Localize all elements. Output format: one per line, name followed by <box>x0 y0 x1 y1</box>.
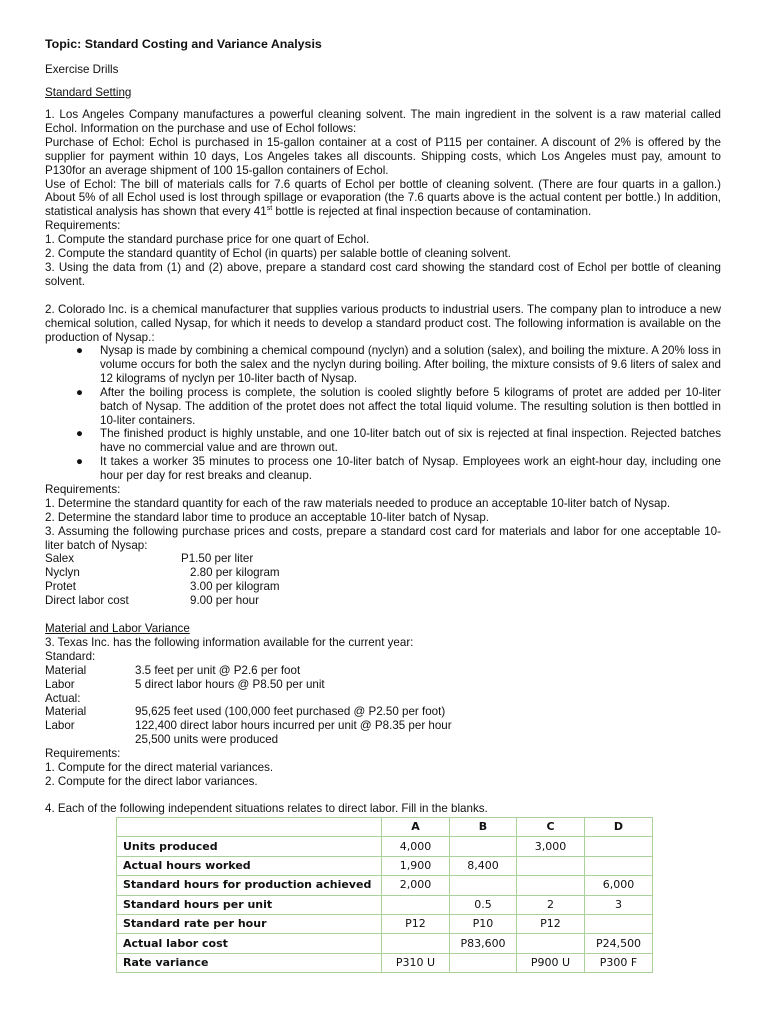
table-cell: P24,500 <box>585 934 653 953</box>
direct-labor-table <box>116 817 653 973</box>
table-row <box>117 856 653 875</box>
price-value: 9.00 per hour <box>190 593 259 607</box>
actual-row <box>45 705 721 719</box>
actual-item: Material <box>45 705 87 719</box>
requirement-item: 2. Compute for the direct labor variances. <box>45 774 258 788</box>
row-label: Rate variance <box>117 953 382 972</box>
subtitle: Exercise Drills <box>45 63 119 76</box>
requirements-label: Requirements: <box>45 747 121 761</box>
bullet-item <box>45 455 721 483</box>
price-row <box>45 594 445 608</box>
requirement-item: 2. Compute the standard quantity of Echol (in quarts) per salable bottle of cleaning solvent. <box>45 247 511 261</box>
table-cell: P83,600 <box>450 934 517 953</box>
table-row <box>117 837 653 856</box>
requirement-row <box>45 761 721 775</box>
problem-2-intro: 2. Colorado Inc. is a chemical manufacturer that supplies various products to industrial users. The company plan to introduce a new chemical solution, called Nysap, for which it needs to develop a standard product cost. The following information is available on the production of Nysap.: <box>45 303 721 344</box>
table-cell <box>517 856 585 875</box>
actual-value: 95,625 feet used (100,000 feet purchased @ P2.50 per foot) <box>135 705 446 719</box>
price-value: 3.00 per kilogram <box>190 579 280 593</box>
table-cell: P300 F <box>585 953 653 972</box>
requirements-label: Requirements: <box>45 219 121 233</box>
section-heading-standard-setting: Standard Setting <box>45 86 132 99</box>
table-cell <box>517 876 585 895</box>
standard-row <box>45 664 721 678</box>
standard-label: Standard: <box>45 649 96 663</box>
actual-label-row <box>45 692 721 706</box>
use-text-end: bottle is rejected at final inspection because of contamination. <box>272 205 592 219</box>
price-item: Direct labor cost <box>45 593 129 607</box>
table-row <box>117 953 653 972</box>
table-cell <box>585 856 653 875</box>
requirement-item: 1. Compute the standard purchase price for one quart of Echol. <box>45 233 370 247</box>
table-cell: P310 U <box>382 953 450 972</box>
use-text: Use of Echol: The bill of materials calls for 7.6 quarts of Echol per bottle of cleaning solvent. (There are four quarts in a gallon.) About 5% of all Echol used is lost through spillage or evaporation (the 7.6 quarts above is the actual content per bottle.) In addition, statistical analysis has shown that every 41 <box>45 177 721 219</box>
bullet-item <box>45 344 721 386</box>
problem-2-bullets <box>45 344 721 483</box>
actual-label: Actual: <box>45 691 81 705</box>
table-cell: 6,000 <box>585 876 653 895</box>
bullet-item <box>45 427 721 455</box>
problem-3-intro <box>45 636 721 650</box>
header-corner <box>117 818 382 837</box>
problem-1 <box>45 108 721 289</box>
requirements-label: Requirements: <box>45 483 121 496</box>
price-item: Protet <box>45 579 76 593</box>
bullet-text: Nysap is made by combining a chemical compound (nyclyn) and a solution (salex), and boiling the mixture. A 20% loss in volume occurs for both the salex and the nyclyn during boiling. After boiling, the mixture consists of 9.6 liters of salex and 12 kilograms of nyclyn per 10-liter bacth of Nysap. <box>100 344 721 385</box>
price-value: 2.80 per kilogram <box>190 565 280 579</box>
table-cell: 8,400 <box>450 856 517 875</box>
row-label: Standard hours for production achieved <box>117 876 382 895</box>
table-cell <box>382 895 450 914</box>
column-header: C <box>517 818 585 837</box>
standard-label-row <box>45 650 721 664</box>
intro-text: 3. Texas Inc. has the following information available for the current year: <box>45 636 414 649</box>
table-cell: P12 <box>382 914 450 933</box>
requirements-label-row <box>45 747 721 761</box>
requirement-item: 3. Assuming the following purchase prices and costs, prepare a standard cost card for materials and labor for one acceptable 10-liter batch of Nysap: <box>45 524 721 552</box>
table-row <box>117 934 653 953</box>
problem-4-intro: 4. Each of the following independent situations relates to direct labor. Fill in the blanks. <box>45 802 488 815</box>
column-header: A <box>382 818 450 837</box>
row-label: Units produced <box>117 837 382 856</box>
table-cell: 3,000 <box>517 837 585 856</box>
actual-row <box>45 719 721 733</box>
requirement-item: 2. Determine the standard labor time to produce an acceptable 10-liter batch of Nysap. <box>45 510 490 524</box>
requirement-item: 1. Compute for the direct material variances. <box>45 761 274 775</box>
row-label: Actual hours worked <box>117 856 382 875</box>
price-row <box>45 552 445 566</box>
actual-value: 25,500 units were produced <box>135 733 279 747</box>
actual-item: Labor <box>45 719 75 733</box>
page-title: Topic: Standard Costing and Variance Analysis <box>45 37 322 51</box>
standard-item: Material <box>45 663 87 677</box>
problem-1-intro: 1. Los Angeles Company manufactures a powerful cleaning solvent. The main ingredient in the solvent is a raw material called Echol. Information on the purchase and use of Echol follows: <box>45 108 721 135</box>
table-cell: P900 U <box>517 953 585 972</box>
price-list <box>45 552 445 608</box>
bullet-text: It takes a worker 35 minutes to process one 10-liter batch of Nysap. Employees work an eight-hour day, including one hour per day for rest breaks and cleanup. <box>100 455 721 483</box>
table-row <box>117 914 653 933</box>
row-label: Standard hours per unit <box>117 895 382 914</box>
price-item: Nyclyn <box>45 565 80 579</box>
table-cell: 2 <box>517 895 585 914</box>
requirement-item: 1. Determine the standard quantity for each of the raw materials needed to produce an acceptable 10-liter batch of Nysap. <box>45 496 671 510</box>
table-cell <box>450 953 517 972</box>
table-cell: 2,000 <box>382 876 450 895</box>
table-row <box>117 876 653 895</box>
standard-row <box>45 678 721 692</box>
price-row <box>45 580 445 594</box>
table-cell <box>585 837 653 856</box>
table-cell <box>585 914 653 933</box>
standard-value: 5 direct labor hours @ P8.50 per unit <box>135 677 325 691</box>
price-row <box>45 566 445 580</box>
bullet-dot-icon: ● <box>76 385 84 399</box>
price-item: Salex <box>45 552 75 565</box>
table-cell <box>382 934 450 953</box>
bullet-dot-icon: ● <box>76 455 84 469</box>
use-superscript: st <box>266 205 273 213</box>
bullet-item <box>45 386 721 428</box>
bullet-dot-icon: ● <box>76 344 84 357</box>
column-header: B <box>450 818 517 837</box>
problem-2-requirements <box>45 483 721 553</box>
table-cell: 0.5 <box>450 895 517 914</box>
row-label: Standard rate per hour <box>117 914 382 933</box>
table-cell <box>517 934 585 953</box>
table-header-row <box>117 818 653 837</box>
table-cell <box>450 876 517 895</box>
problem-1-use <box>45 178 721 220</box>
problem-3 <box>45 636 721 789</box>
table-row <box>117 895 653 914</box>
requirement-item: 3. Using the data from (1) and (2) above, prepare a standard cost card showing the standard cost of Echol per bottle of cleaning solvent. <box>45 260 721 288</box>
table-cell: 4,000 <box>382 837 450 856</box>
standard-value: 3.5 feet per unit @ P2.6 per foot <box>135 663 301 677</box>
table-cell <box>450 837 517 856</box>
bullet-text: The finished product is highly unstable, and one 10-liter batch out of six is rejected at final inspection. Rejected batches have no commercial value and are thrown out. <box>100 427 721 455</box>
standard-item: Labor <box>45 677 75 691</box>
bullet-text: After the boiling process is complete, the solution is cooled slightly before 5 kilograms of protet are added per 10-liter batch of Nysap. The addition of the protet does not affect the total liquid volume. The resulting solution is then bottled in 10-liter containers. <box>100 385 721 427</box>
table-cell: P10 <box>450 914 517 933</box>
column-header: D <box>585 818 653 837</box>
table-cell: 3 <box>585 895 653 914</box>
table-cell: P12 <box>517 914 585 933</box>
table-cell: 1,900 <box>382 856 450 875</box>
requirement-row <box>45 775 721 789</box>
actual-value: 122,400 direct labor hours incurred per unit @ P8.35 per hour <box>135 719 452 733</box>
actual-row <box>45 733 721 747</box>
section-heading-variance: Material and Labor Variance <box>45 622 190 635</box>
bullet-dot-icon: ● <box>76 427 84 441</box>
row-label: Actual labor cost <box>117 934 382 953</box>
problem-1-purchase: Purchase of Echol: Echol is purchased in 15-gallon container at a cost of P115 per container. A discount of 2% is offered by the supplier for payment within 10 days, Los Angeles takes all discounts. Shipping costs, which Los Angeles must pay, amount to P130for an average shipment of 100 15-gallon containers of Echol. <box>45 135 721 177</box>
price-value: P1.50 per liter <box>181 552 254 565</box>
